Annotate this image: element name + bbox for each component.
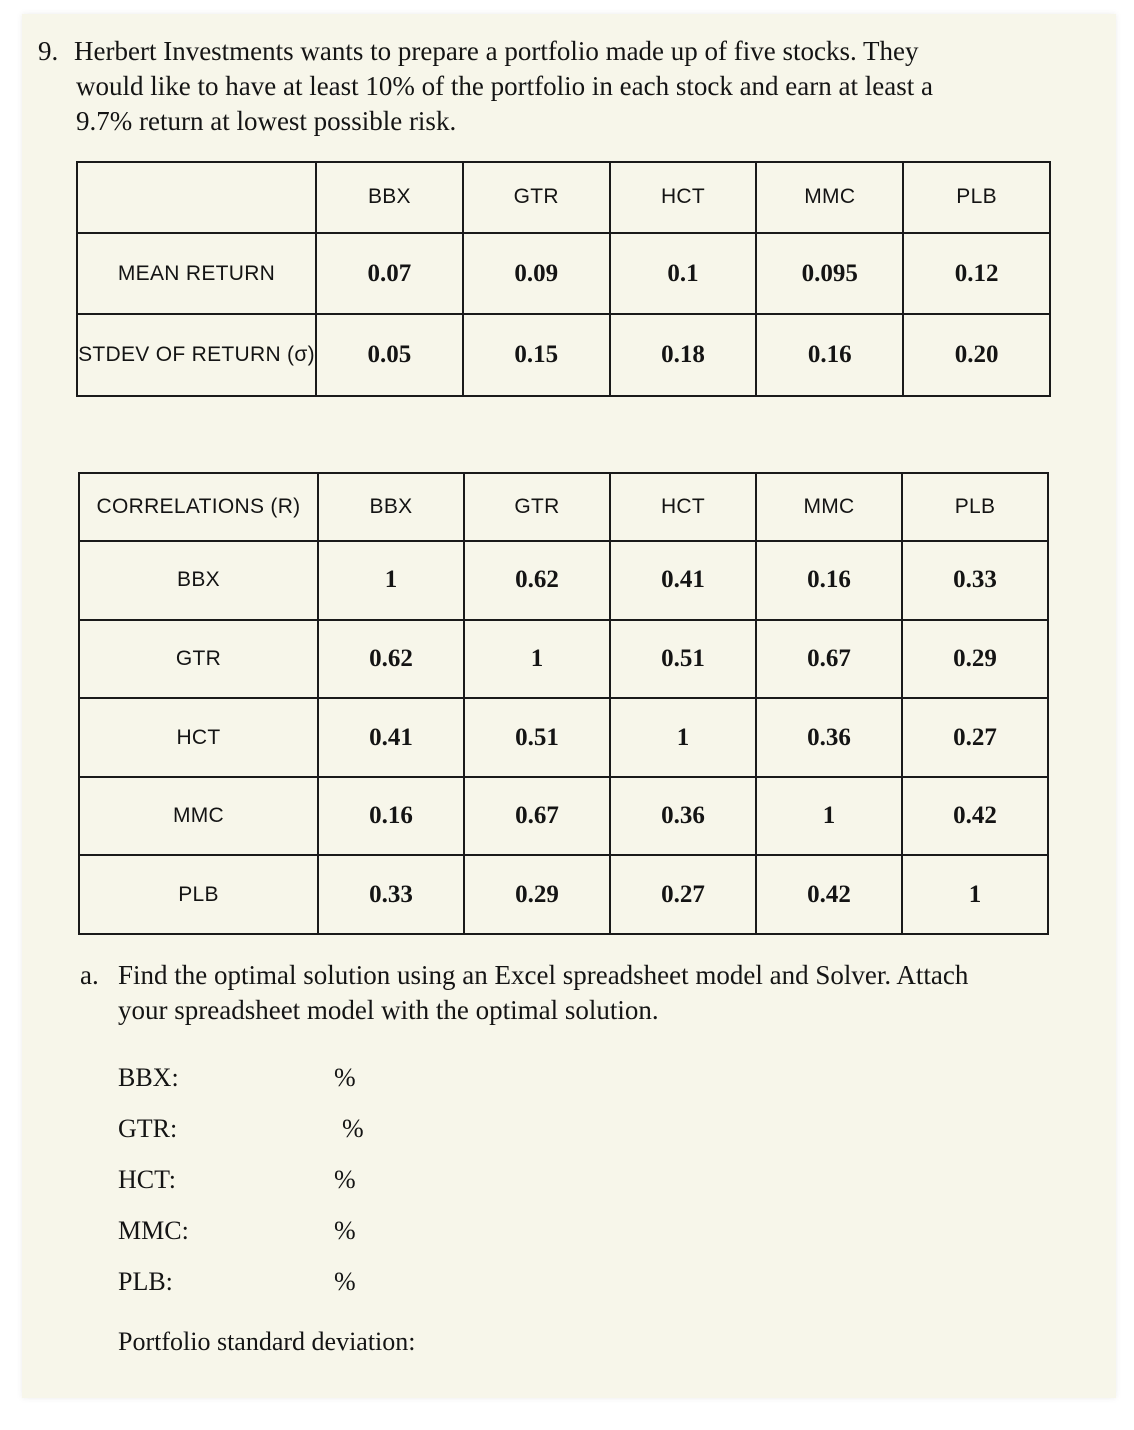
problem-line-2: would like to have at least 10% of the portfolio in each stock and earn at least a: [76, 71, 933, 101]
table-cell: 0.16: [756, 314, 903, 396]
table-cell: 0.1: [610, 233, 757, 315]
table-cell: 0.62: [464, 541, 610, 620]
table-header-row: [77, 162, 1050, 233]
problem-line-1: 9. Herbert Investments wants to prepare a portfolio made up of five stocks. They: [38, 36, 919, 66]
table-cell: 1: [756, 777, 902, 856]
table-cell: 0.09: [463, 233, 610, 315]
returns-table: [76, 161, 1051, 397]
percent-sign: %: [334, 1165, 356, 1194]
percent-sign: %: [342, 1114, 364, 1143]
answer-label: MMC:: [118, 1216, 189, 1245]
table-row: [79, 620, 1048, 699]
table-cell: 1: [610, 698, 756, 777]
column-header: GTR: [463, 162, 610, 233]
table-cell: 0.15: [463, 314, 610, 396]
column-header: HCT: [610, 473, 756, 541]
table-cell: 0.41: [610, 541, 756, 620]
table-cell: 0.51: [610, 620, 756, 699]
table-cell: 1: [318, 541, 464, 620]
table-cell: 0.07: [316, 233, 463, 315]
column-header: BBX: [318, 473, 464, 541]
column-header: HCT: [610, 162, 757, 233]
table-cell: 0.41: [318, 698, 464, 777]
table-cell: 0.16: [756, 541, 902, 620]
table-cell: 0.33: [902, 541, 1048, 620]
part-a-question: [80, 958, 1070, 1028]
table-row: [79, 541, 1048, 620]
table-cell: 0.29: [464, 855, 610, 934]
table-cell: 0.05: [316, 314, 463, 396]
table-cell: 0.27: [902, 698, 1048, 777]
table-cell: 0.33: [318, 855, 464, 934]
row-header: HCT: [79, 698, 318, 777]
table-cell: 0.42: [756, 855, 902, 934]
table-row: [79, 698, 1048, 777]
row-header: PLB: [79, 855, 318, 934]
correlations-table: [78, 472, 1049, 935]
table-row: [79, 777, 1048, 856]
column-header: MMC: [756, 473, 902, 541]
row-header: GTR: [79, 620, 318, 699]
problem-number: 9.: [38, 36, 59, 66]
table-cell: 0.16: [318, 777, 464, 856]
column-header: GTR: [464, 473, 610, 541]
part-a-line-1: a. Find the optimal solution using an Excel spreadsheet model and Solver. Attach: [80, 960, 968, 990]
column-header: PLB: [902, 473, 1048, 541]
table-header-row: [79, 473, 1048, 541]
corner-cell: [77, 162, 316, 233]
table-cell: 0.67: [756, 620, 902, 699]
answer-label: GTR:: [118, 1114, 178, 1143]
column-header: MMC: [756, 162, 903, 233]
table-cell: 0.67: [464, 777, 610, 856]
answer-label: BBX:: [118, 1063, 179, 1092]
problem-statement: [38, 34, 1098, 139]
table-cell: 0.27: [610, 855, 756, 934]
table-row: [77, 233, 1050, 315]
answer-label: HCT:: [118, 1165, 176, 1194]
table-row: [77, 314, 1050, 396]
table-cell: 1: [902, 855, 1048, 934]
table-cell: 0.20: [903, 314, 1050, 396]
problem-line-3: 9.7% return at lowest possible risk.: [76, 106, 457, 136]
table-cell: 0.29: [902, 620, 1048, 699]
table-cell: 0.51: [464, 698, 610, 777]
part-a-letter: a.: [80, 960, 99, 990]
portfolio-std-dev-label: Portfolio standard deviation:: [118, 1327, 416, 1356]
column-header: PLB: [903, 162, 1050, 233]
row-header: BBX: [79, 541, 318, 620]
percent-sign: %: [334, 1216, 356, 1245]
row-header: MMC: [79, 777, 318, 856]
table-cell: 0.36: [756, 698, 902, 777]
table-cell: 0.36: [610, 777, 756, 856]
table-cell: 0.095: [756, 233, 903, 315]
table-cell: 0.12: [903, 233, 1050, 315]
row-header: STDEV OF RETURN (σ): [77, 314, 316, 396]
answer-label: PLB:: [118, 1267, 173, 1296]
table-cell: 0.42: [902, 777, 1048, 856]
table-cell: 1: [464, 620, 610, 699]
column-header: BBX: [316, 162, 463, 233]
row-header: MEAN RETURN: [77, 233, 316, 315]
table-cell: 0.62: [318, 620, 464, 699]
table-row: [79, 855, 1048, 934]
percent-sign: %: [334, 1063, 356, 1092]
part-a-line-2: your spreadsheet model with the optimal solution.: [118, 995, 659, 1025]
corner-cell: CORRELATIONS (R): [79, 473, 318, 541]
percent-sign: %: [334, 1267, 356, 1296]
table-cell: 0.18: [610, 314, 757, 396]
